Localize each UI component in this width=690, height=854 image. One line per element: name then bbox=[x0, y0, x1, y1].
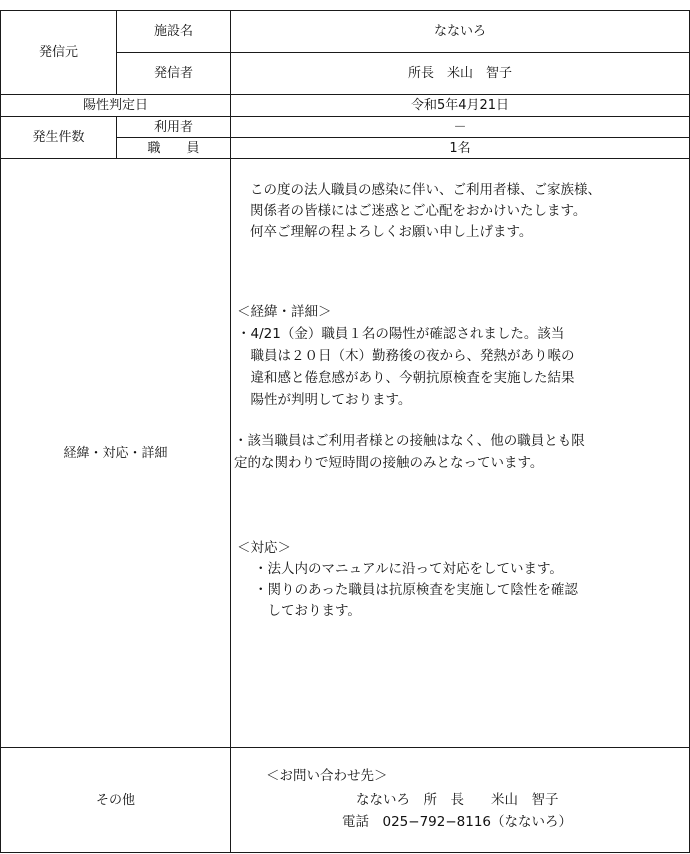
cases-users-value: － bbox=[453, 119, 467, 135]
table-border-bottom bbox=[0, 852, 690, 853]
intro-line: 何卒ご理解の程よろしくお願い申し上げます。 bbox=[250, 224, 533, 240]
cases-staff-label: 職 員 bbox=[147, 140, 200, 156]
details-label: 経緯・対応・詳細 bbox=[63, 445, 168, 461]
inquiry-name: なないろ 所 長 米山 智子 bbox=[356, 792, 559, 808]
other-label: その他 bbox=[95, 792, 135, 808]
inquiry-heading: ＜お問い合わせ先＞ bbox=[266, 768, 388, 784]
cases-staff-value: 1名 bbox=[449, 140, 471, 156]
sender-name-value: 所長 米山 智子 bbox=[407, 66, 512, 81]
positive-date-label: 陽性判定日 bbox=[82, 98, 148, 113]
response-line: しております。 bbox=[254, 603, 361, 619]
history-line: ・4/21（金）職員１名の陽性が確認されました。該当 bbox=[237, 326, 565, 342]
sender-name-label: 発信者 bbox=[153, 66, 193, 81]
inquiry-phone: 電話 025−792−8116（なないろ） bbox=[342, 814, 573, 830]
intro-line: 関係者の皆様にはご迷惑とご心配をおかけいたします。 bbox=[250, 203, 587, 219]
contact-info-line: ・該当職員はご利用者様との接触はなく、他の職員とも限 bbox=[234, 433, 585, 449]
response-heading: ＜対応＞ bbox=[237, 540, 291, 556]
history-line: 陽性が判明しております。 bbox=[237, 392, 412, 408]
positive-date-value: 令和5年4月21日 bbox=[410, 98, 510, 113]
sender-label: 発信元 bbox=[38, 45, 78, 60]
history-heading: ＜経緯・詳細＞ bbox=[237, 304, 332, 320]
column-divider bbox=[230, 158, 231, 853]
response-line: ・関りのあった職員は抗原検査を実施して陰性を確認 bbox=[254, 582, 578, 598]
facility-label: 施設名 bbox=[153, 24, 193, 39]
facility-value: なないろ bbox=[433, 24, 486, 39]
history-line: 職員は２０日（木）勤務後の夜から、発熱があり喉の bbox=[237, 348, 575, 364]
intro-line: この度の法人職員の感染に伴い、ご利用者様、ご家族様、 bbox=[250, 182, 601, 198]
cases-users-label: 利用者 bbox=[153, 119, 193, 135]
response-line: ・法人内のマニュアルに沿って対応をしています。 bbox=[254, 561, 563, 577]
cases-label: 発生件数 bbox=[32, 130, 85, 145]
history-line: 違和感と倦怠感があり、今朝抗原検査を実施した結果 bbox=[237, 370, 575, 386]
contact-info-line: 定的な関わりで短時間の接触のみとなっています。 bbox=[234, 455, 544, 471]
